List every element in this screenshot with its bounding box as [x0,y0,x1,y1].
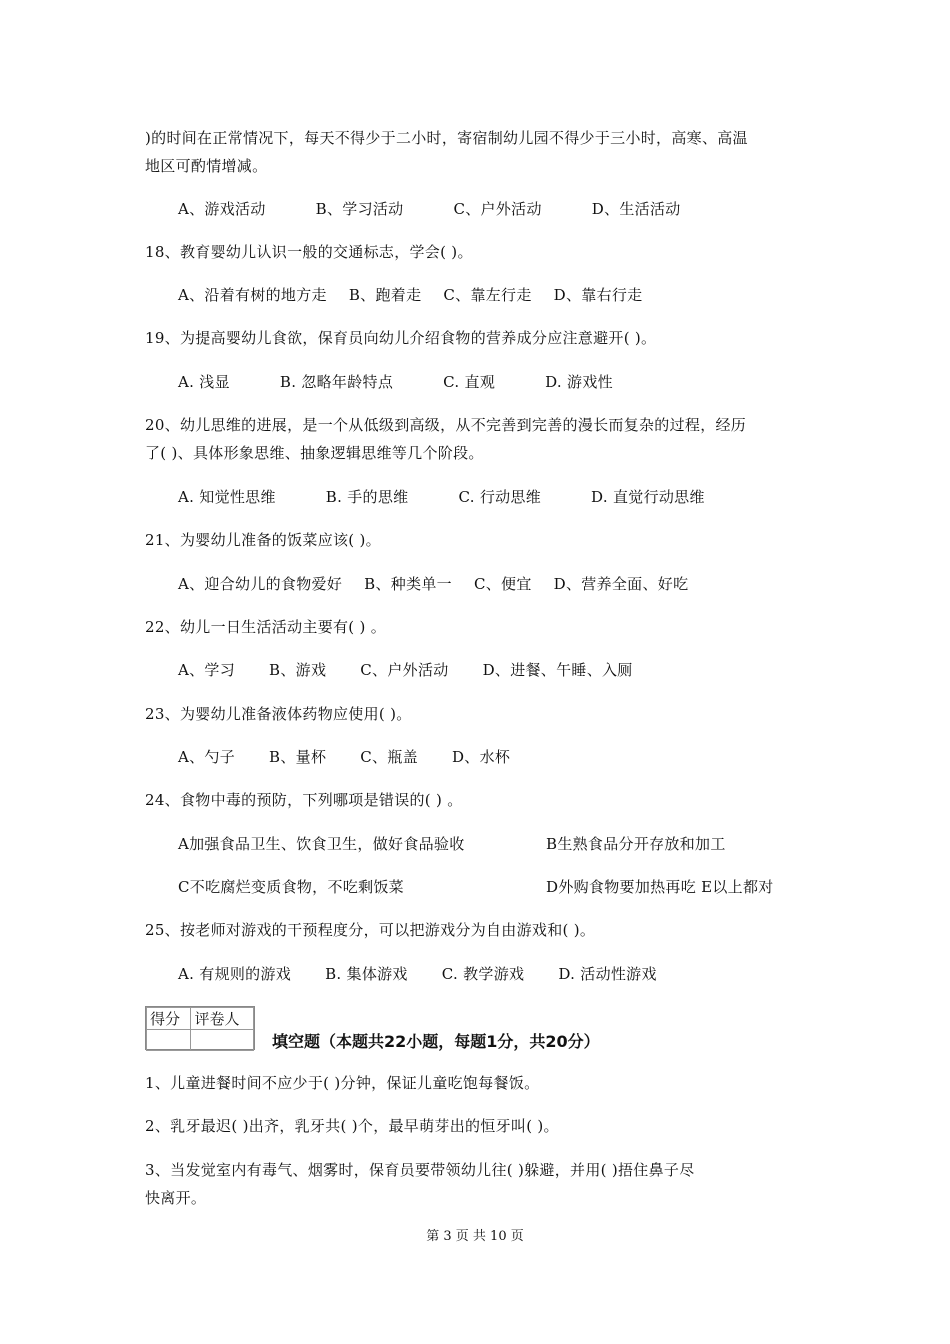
q22-options [178,660,820,680]
q17-line1: )的时间在正常情况下，每天不得少于二小时，寄宿制幼儿园不得少于三小时，高寒、高温 [145,129,748,147]
q22-option-a: A、学习 [178,661,236,679]
q21-option-a: A、迎合幼儿的食物爱好 [178,575,343,593]
q18-option-d: D、靠右行走 [553,286,643,304]
reviewer-cell [191,1030,254,1051]
q20-options [178,487,820,507]
q18-options [178,285,820,305]
q24-option-a: A加强食品卫生、饮食卫生，做好食品验收 [178,835,465,853]
q25-option-b: B. 集体游戏 [325,965,408,983]
q20-option-d: D. 直觉行动思维 [591,488,705,506]
q17-option-d: D、生活活动 [591,200,681,218]
q25-text: 25、按老师对游戏的干预程度分，可以把游戏分为自由游戏和( )。 [145,921,596,939]
q24-option-de: D外购食物要加热再吃 E以上都对 [546,878,774,896]
q24-text: 24、食物中毒的预防，下列哪项是错误的( ) 。 [145,791,463,809]
q19-option-a: A. 浅显 [178,373,230,391]
q18-option-a: A、沿着有树的地方走 [178,286,327,304]
q23-text: 23、为婴幼儿准备液体药物应使用( )。 [145,705,412,723]
q19-option-b: B. 忽略年龄特点 [279,373,394,391]
q23-option-c: C、瓶盖 [360,748,418,766]
q25-option-a: A. 有规则的游戏 [178,965,292,983]
q18-option-b: B、跑着走 [348,286,422,304]
q17-line2: 地区可酌情增减。 [145,157,268,175]
q19-option-d: D. 游戏性 [545,373,613,391]
q24-options-row2 [178,877,820,897]
q20-option-a: A. 知觉性思维 [178,488,276,506]
q22-option-c: C、户外活动 [360,661,449,679]
score-label: 得分 [147,1008,191,1030]
score-box [145,1006,255,1050]
q18-option-c: C、靠左行走 [443,286,532,304]
q19-options [178,372,820,392]
fill-q3-line1: 3、当发觉室内有毒气、烟雾时，保育员要带领幼儿往( )躲避，并用( )捂住鼻子尽 [145,1161,695,1179]
q19-text: 19、为提高婴幼儿食欲，保育员向幼儿介绍食物的营养成分应注意避开( )。 [145,329,657,347]
q23-option-d: D、水杯 [451,748,511,766]
reviewer-label: 评卷人 [191,1008,254,1030]
q21-option-b: B、种类单一 [364,575,452,593]
q19-option-c: C. 直观 [443,373,496,391]
q22-text: 22、幼儿一日生活活动主要有( ) 。 [145,618,387,636]
q24-option-b: B生熟食品分开存放和加工 [546,835,726,853]
q23-option-a: A、勺子 [178,748,236,766]
fill-q1: 1、儿童进餐时间不应少于( )分钟，保证儿童吃饱每餐饭。 [145,1074,540,1092]
q25-options [178,964,820,984]
score-cell [147,1030,191,1051]
q20-line2: 了( )、具体形象思维、抽象逻辑思维等几个阶段。 [145,444,484,462]
q20-option-b: B. 手的思维 [325,488,409,506]
q18-text: 18、教育婴幼儿认识一般的交通标志，学会( )。 [145,243,473,261]
q25-option-c: C. 教学游戏 [441,965,525,983]
q17-options [178,199,820,219]
section-title: 填空题（本题共22小题，每题1分，共20分） [272,1032,600,1051]
fill-q3-line2: 快离开。 [145,1189,207,1207]
q23-options [178,747,820,767]
q24-option-c: C不吃腐烂变质食物，不吃剩饭菜 [178,878,404,896]
q17-option-a: A、游戏活动 [178,200,266,218]
q24-options-row1 [178,834,820,854]
q21-option-d: D、营养全面、好吃 [553,575,689,593]
q17-option-c: C、户外活动 [453,200,542,218]
q22-option-d: D、进餐、午睡、入厕 [482,661,633,679]
q21-options [178,574,820,594]
q20-option-c: C. 行动思维 [458,488,542,506]
q20-line1: 20、幼儿思维的进展，是一个从低级到高级，从不完善到完善的漫长而复杂的过程，经历 [145,416,747,434]
q23-option-b: B、量杯 [269,748,327,766]
page-footer: 第 3 页 共 10 页 [426,1229,524,1244]
q25-option-d: D. 活动性游戏 [558,965,657,983]
q21-option-c: C、便宜 [473,575,532,593]
q17-option-b: B、学习活动 [315,200,404,218]
fill-q2: 2、乳牙最迟( )出齐，乳牙共( )个，最早萌芽出的恒牙叫( )。 [145,1117,559,1135]
q22-option-b: B、游戏 [269,661,327,679]
q21-text: 21、为婴幼儿准备的饭菜应该( )。 [145,531,381,549]
